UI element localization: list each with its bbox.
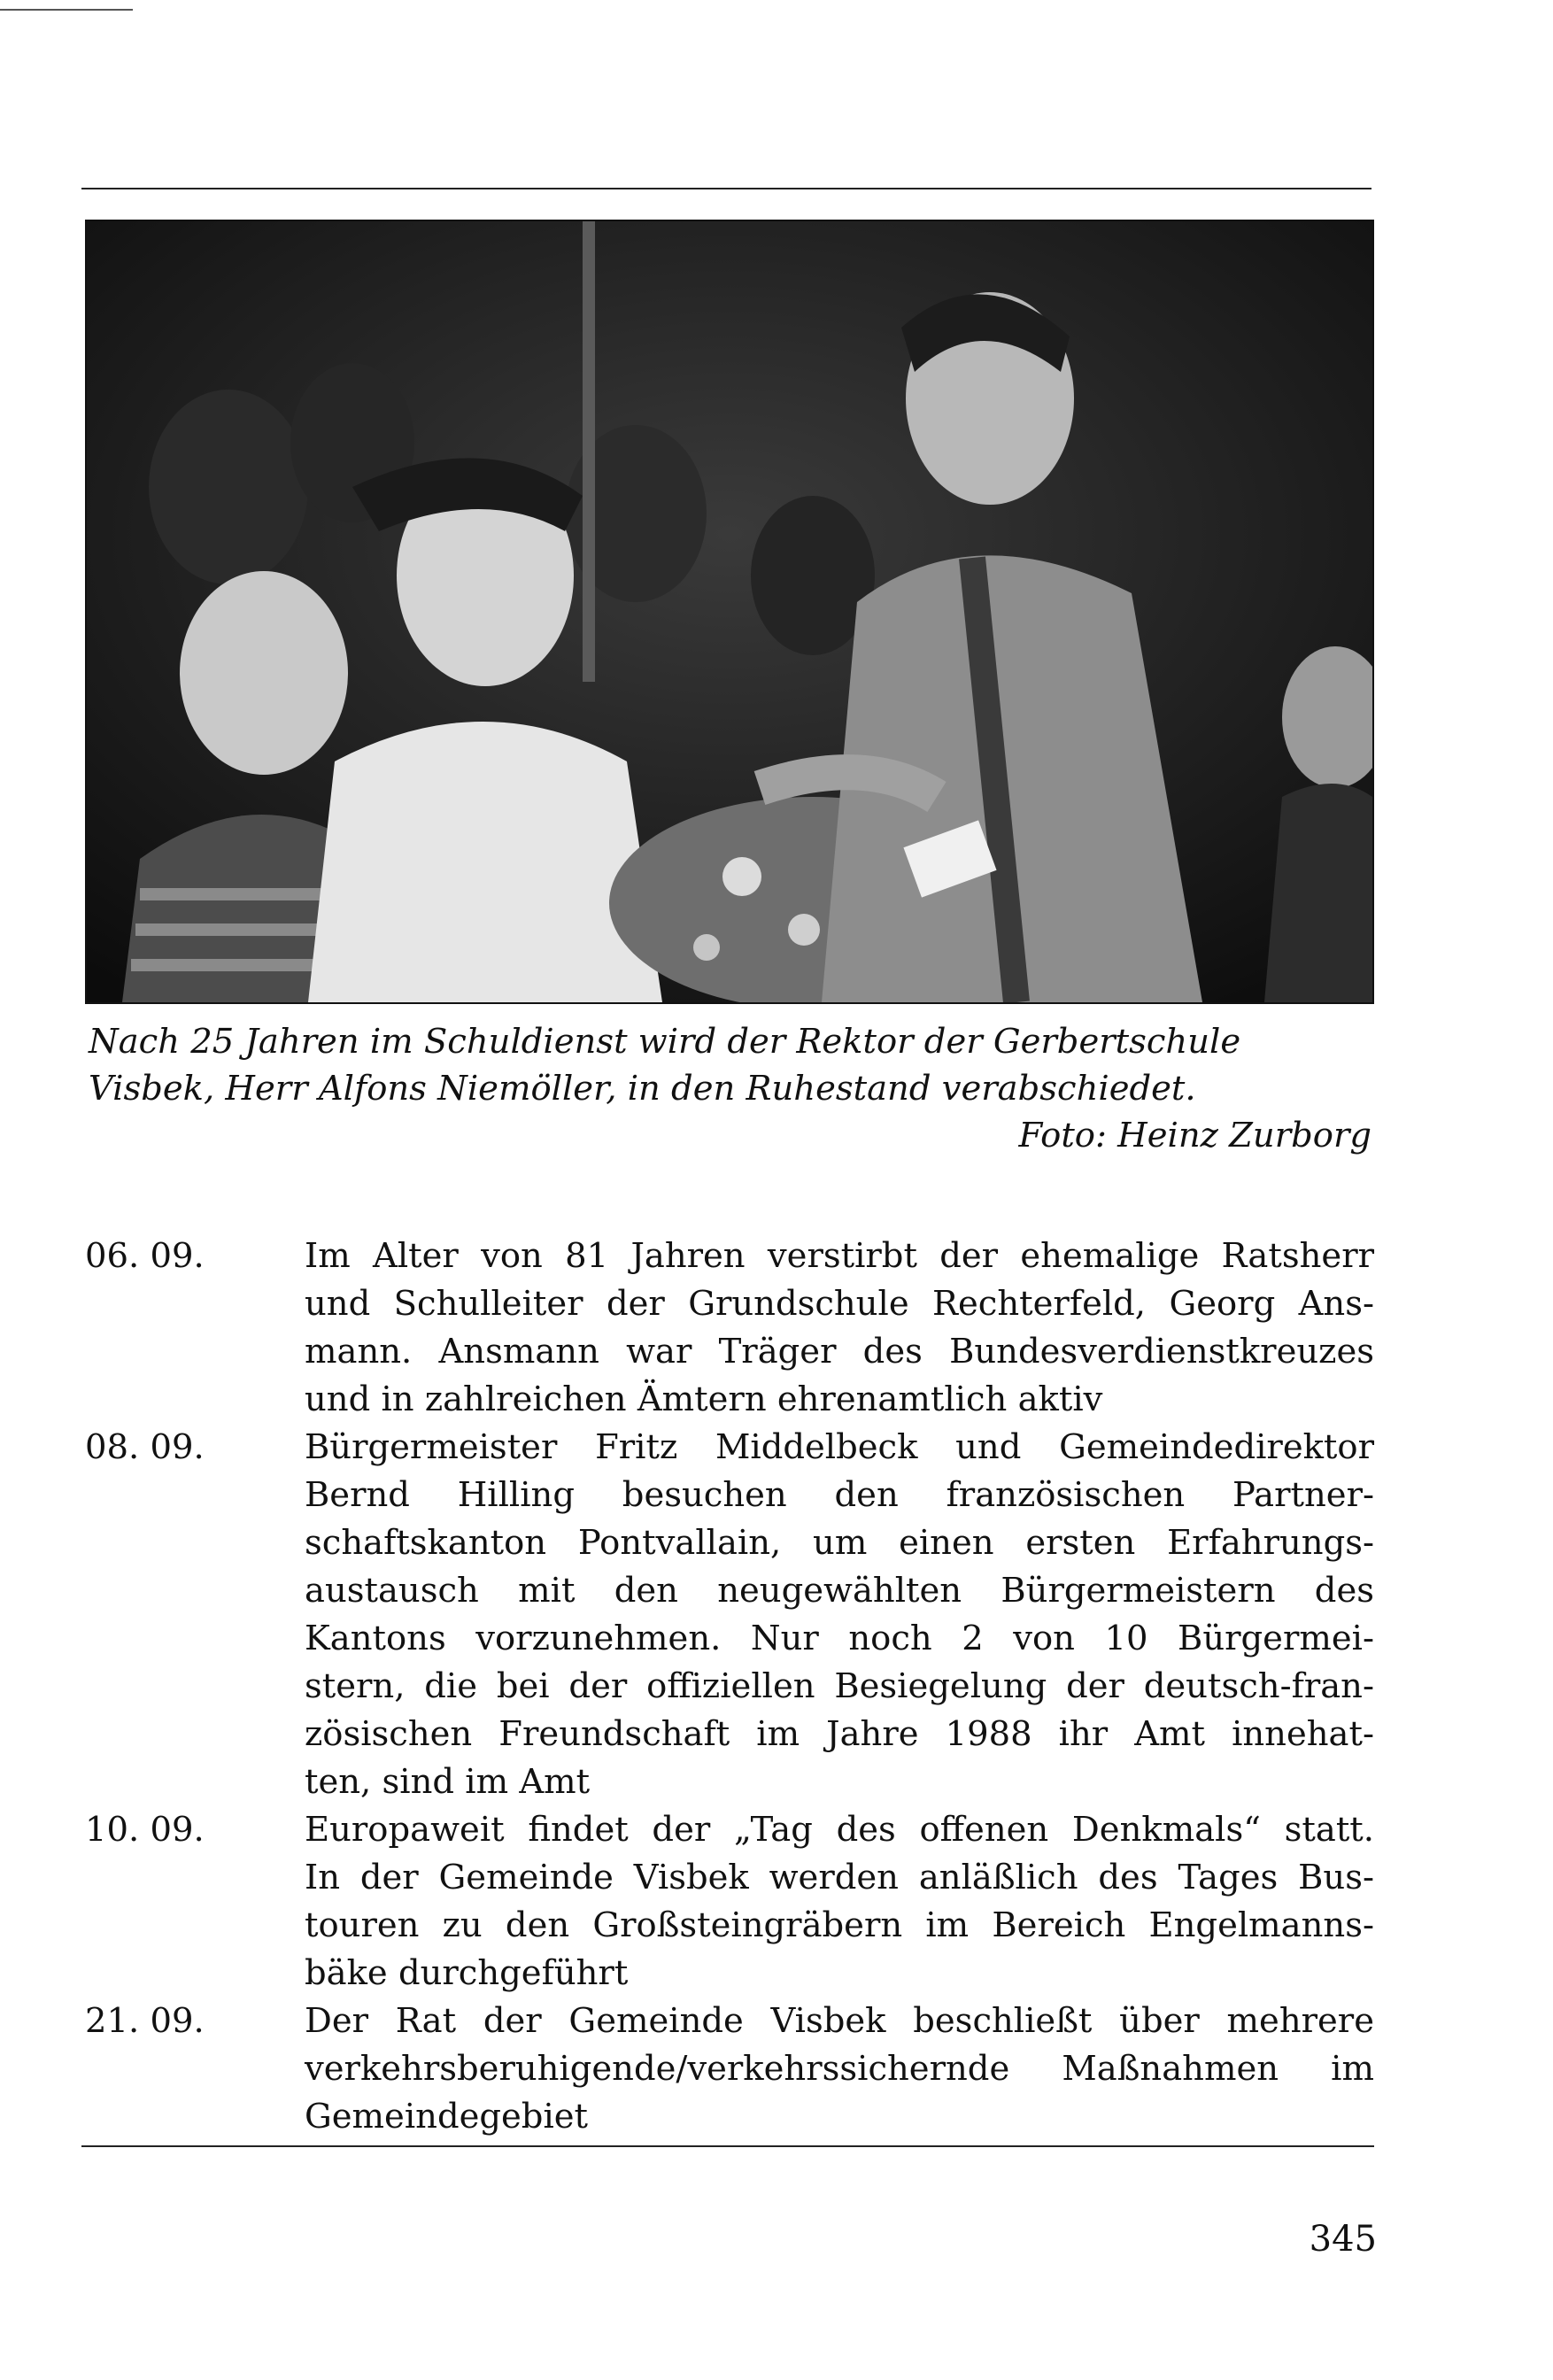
entry-date: 10. 09. — [85, 1810, 205, 1850]
entry-text — [305, 1998, 1374, 2141]
chronicle-entry — [85, 1424, 1378, 1806]
photo-caption — [89, 1018, 1372, 1112]
entry-line: Kantons vorzunehmen. Nur noch 2 von 10 Bürgermei- — [305, 1619, 1374, 1658]
entry-line: bäke durchgeführt — [305, 1953, 629, 1993]
entry-line: mann. Ansmann war Träger des Bundesverdienstkreuzes — [305, 1332, 1374, 1372]
entry-line: verkehrsberuhigende/verkehrssichernde Maßnahmen im — [305, 2049, 1374, 2089]
chronicle-entry — [85, 1232, 1378, 1424]
photo — [85, 220, 1374, 1004]
entry-date: 21. 09. — [85, 2001, 205, 2041]
bottom-rule — [81, 2145, 1374, 2147]
top-rule — [81, 188, 1371, 189]
entry-line: austausch mit den neugewählten Bürgermeistern des — [305, 1571, 1374, 1611]
entry-line: und Schulleiter der Grundschule Rechterfeld, Georg Ans- — [305, 1284, 1374, 1324]
page-number: 345 — [1309, 2219, 1377, 2260]
photo-credit: Foto: Heinz Zurborg — [1018, 1116, 1371, 1155]
chronicle-entry — [85, 1806, 1378, 1998]
entry-line: In der Gemeinde Visbek werden anläßlich des Tages Bus- — [305, 1858, 1374, 1897]
entry-text — [305, 1806, 1374, 1998]
photo-icon — [87, 221, 1372, 1002]
entry-line: touren zu den Großsteingräbern im Bereich Engelmanns- — [305, 1905, 1374, 1945]
caption-line: Visbek, Herr Alfons Niemöller, in den Ruhestand verabschiedet. — [89, 1069, 1196, 1109]
entry-date: 06. 09. — [85, 1236, 205, 1276]
entry-line: Gemeindegebiet — [305, 2097, 589, 2137]
entry-line: Bernd Hilling besuchen den französischen Partner- — [305, 1475, 1374, 1515]
entry-line: stern, die bei der offiziellen Besiegelung der deutsch-fran- — [305, 1666, 1374, 1706]
entry-line: zösischen Freundschaft im Jahre 1988 ihr Amt innehat- — [305, 1714, 1374, 1754]
scan-edge-mark — [0, 9, 133, 11]
entry-line: Bürgermeister Fritz Middelbeck und Gemeindedirektor — [305, 1427, 1374, 1467]
entry-line: Im Alter von 81 Jahren verstirbt der ehemalige Ratsherr — [305, 1236, 1374, 1276]
entry-line: ten, sind im Amt — [305, 1762, 591, 1802]
entry-line: und in zahlreichen Ämtern ehrenamtlich aktiv — [305, 1379, 1103, 1419]
entry-line: Der Rat der Gemeinde Visbek beschließt über mehrere — [305, 2001, 1374, 2041]
entry-text — [305, 1232, 1374, 1424]
entry-text — [305, 1424, 1374, 1806]
chronicle-entries — [85, 1232, 1378, 2141]
entry-line: schaftskanton Pontvallain, um einen ersten Erfahrungs- — [305, 1523, 1374, 1563]
entry-line: Europaweit findet der „Tag des offenen Denkmals“ statt. — [305, 1810, 1374, 1850]
chronicle-entry — [85, 1998, 1378, 2141]
caption-line: Nach 25 Jahren im Schuldienst wird der Rektor der Gerbertschule — [89, 1022, 1241, 1062]
entry-date: 08. 09. — [85, 1427, 205, 1467]
